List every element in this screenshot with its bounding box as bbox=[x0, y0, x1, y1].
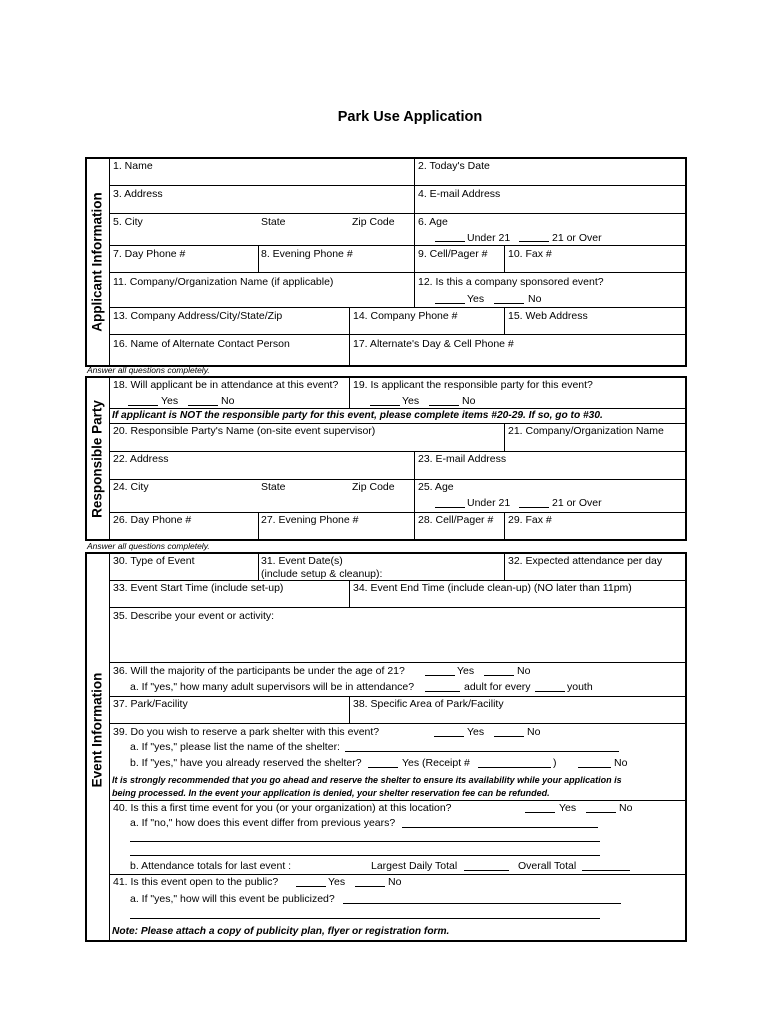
shelter-reserved-no[interactable]: No bbox=[614, 757, 628, 769]
open-public-no[interactable]: No bbox=[388, 876, 402, 888]
field-company-phone[interactable]: 14. Company Phone # bbox=[353, 310, 458, 322]
sponsored-no[interactable]: No bbox=[528, 293, 542, 305]
field-day-phone[interactable]: 7. Day Phone # bbox=[113, 248, 186, 260]
field-park-facility[interactable]: 37. Park/Facility bbox=[113, 698, 188, 710]
responsible-yes[interactable]: Yes bbox=[402, 395, 420, 407]
final-note: Note: Please attach a copy of publicity plan, flyer or registration form. bbox=[112, 926, 450, 937]
field-age: 6. Age bbox=[418, 216, 448, 228]
field-company-address[interactable]: 13. Company Address/City/State/Zip bbox=[113, 310, 283, 322]
field-state[interactable]: State bbox=[261, 216, 286, 228]
field-publicized: a. If "yes," how will this event be publicized? bbox=[130, 893, 335, 905]
field-address[interactable]: 3. Address bbox=[113, 188, 163, 200]
field-responsible-email[interactable]: 23. E-mail Address bbox=[418, 453, 507, 465]
field-responsible-state[interactable]: State bbox=[261, 481, 286, 493]
responsible-age-under-21[interactable]: Under 21 bbox=[467, 497, 511, 509]
field-city[interactable]: 5. City bbox=[113, 216, 143, 228]
field-shelter-name: a. If "yes," please list the name of the shelter: bbox=[130, 741, 340, 753]
field-company-sponsored: 12. Is this a company sponsored event? bbox=[418, 276, 604, 288]
field-end-time[interactable]: 34. Event End Time (include clean-up) (NO later than 11pm) bbox=[353, 582, 632, 594]
field-shelter-reserved: b. If "yes," have you already reserved the shelter? bbox=[130, 757, 362, 769]
field-event-dates-note: (include setup & cleanup): bbox=[261, 568, 383, 580]
field-open-to-public: 41. Is this event open to the public? bbox=[113, 876, 279, 888]
field-responsible-fax[interactable]: 29. Fax # bbox=[508, 514, 552, 526]
under-21-majority-no[interactable]: No bbox=[517, 665, 531, 677]
field-event-difference: a. If "no," how does this event differ from previous years? bbox=[130, 817, 396, 829]
shelter-note-line1: It is strongly recommended that you go ahead and reserve the shelter to ensure its availability while your application is bbox=[112, 775, 622, 785]
field-name[interactable]: 1. Name bbox=[113, 160, 153, 172]
field-company-name[interactable]: 11. Company/Organization Name (if applicable) bbox=[113, 276, 334, 288]
age-21-or-over[interactable]: 21 or Over bbox=[552, 232, 602, 244]
reserve-shelter-yes[interactable]: Yes bbox=[467, 726, 485, 738]
first-time-no[interactable]: No bbox=[619, 802, 633, 814]
answer-note-2: Answer all questions completely. bbox=[87, 541, 210, 551]
field-attendance-totals: b. Attendance totals for last event : bbox=[130, 860, 292, 872]
field-start-time[interactable]: 33. Event Start Time (include set-up) bbox=[113, 582, 284, 594]
field-event-description[interactable]: 35. Describe your event or activity: bbox=[113, 610, 275, 622]
field-alternate-phone[interactable]: 17. Alternate's Day & Cell Phone # bbox=[353, 338, 514, 350]
field-responsible-company[interactable]: 21. Company/Organization Name bbox=[508, 425, 664, 437]
youth-label: youth bbox=[567, 681, 593, 693]
overall-total-label: Overall Total bbox=[518, 860, 577, 872]
field-evening-phone[interactable]: 8. Evening Phone # bbox=[261, 248, 353, 260]
age-under-21[interactable]: Under 21 bbox=[467, 232, 511, 244]
field-email[interactable]: 4. E-mail Address bbox=[418, 188, 501, 200]
field-responsible-city[interactable]: 24. City bbox=[113, 481, 149, 493]
field-cell-pager[interactable]: 9. Cell/Pager # bbox=[418, 248, 488, 260]
responsible-age-21-or-over[interactable]: 21 or Over bbox=[552, 497, 602, 509]
field-responsible-name[interactable]: 20. Responsible Party's Name (on-site event supervisor) bbox=[113, 425, 376, 437]
responsible-label-divider bbox=[109, 377, 110, 540]
field-alternate-contact[interactable]: 16. Name of Alternate Contact Person bbox=[113, 338, 290, 350]
field-reserve-shelter: 39. Do you wish to reserve a park shelter with this event? bbox=[113, 726, 380, 738]
applicant-section-label: Applicant Information bbox=[89, 192, 105, 332]
field-event-type[interactable]: 30. Type of Event bbox=[113, 555, 195, 567]
responsible-no[interactable]: No bbox=[462, 395, 476, 407]
field-todays-date[interactable]: 2. Today's Date bbox=[418, 160, 490, 172]
adult-for-every-label: adult for every bbox=[464, 681, 531, 693]
field-zip[interactable]: Zip Code bbox=[352, 216, 395, 228]
shelter-receipt-close: ) bbox=[553, 757, 557, 769]
field-specific-area[interactable]: 38. Specific Area of Park/Facility bbox=[353, 698, 504, 710]
field-responsible-zip[interactable]: Zip Code bbox=[352, 481, 395, 493]
answer-note-1: Answer all questions completely. bbox=[87, 365, 210, 375]
field-responsible-cell[interactable]: 28. Cell/Pager # bbox=[418, 514, 494, 526]
field-expected-attendance[interactable]: 32. Expected attendance per day bbox=[508, 555, 663, 567]
field-applicant-attendance: 18. Will applicant be in attendance at this event? bbox=[113, 379, 339, 391]
event-label-divider bbox=[109, 553, 110, 941]
field-responsible-address[interactable]: 22. Address bbox=[113, 453, 169, 465]
shelter-note-line2: being processed. In the event your application is denied, your shelter reservation fee can be refunded. bbox=[112, 788, 550, 798]
field-event-dates[interactable]: 31. Event Date(s) bbox=[261, 555, 343, 567]
attendance-no[interactable]: No bbox=[221, 395, 235, 407]
field-responsible-age: 25. Age bbox=[418, 481, 454, 493]
field-adult-supervisors: a. If "yes," how many adult supervisors will be in attendance? bbox=[130, 681, 415, 693]
applicant-section bbox=[85, 157, 687, 367]
open-public-yes[interactable]: Yes bbox=[328, 876, 346, 888]
sponsored-yes[interactable]: Yes bbox=[467, 293, 485, 305]
largest-daily-total-label: Largest Daily Total bbox=[371, 860, 458, 872]
under-21-majority-yes[interactable]: Yes bbox=[457, 665, 475, 677]
event-section-label: Event Information bbox=[89, 672, 105, 788]
responsible-section-label: Responsible Party bbox=[89, 400, 105, 518]
field-responsible-day-phone[interactable]: 26. Day Phone # bbox=[113, 514, 192, 526]
field-responsible-party-question: 19. Is applicant the responsible party for this event? bbox=[353, 379, 593, 391]
field-under-21-majority: 36. Will the majority of the participants be under the age of 21? bbox=[113, 665, 405, 677]
field-web-address[interactable]: 15. Web Address bbox=[508, 310, 588, 322]
field-fax[interactable]: 10. Fax # bbox=[508, 248, 552, 260]
page-title: Park Use Application bbox=[337, 109, 483, 125]
shelter-receipt-label: Yes (Receipt # bbox=[402, 757, 470, 769]
field-responsible-evening-phone[interactable]: 27. Evening Phone # bbox=[261, 514, 359, 526]
attendance-yes[interactable]: Yes bbox=[161, 395, 179, 407]
first-time-yes[interactable]: Yes bbox=[559, 802, 577, 814]
field-first-time-event: 40. Is this a first time event for you (or your organization) at this location? bbox=[113, 802, 452, 814]
responsible-instruction: If applicant is NOT the responsible party for this event, please complete items #20-29. If so, go to #30. bbox=[112, 410, 603, 421]
reserve-shelter-no[interactable]: No bbox=[527, 726, 541, 738]
